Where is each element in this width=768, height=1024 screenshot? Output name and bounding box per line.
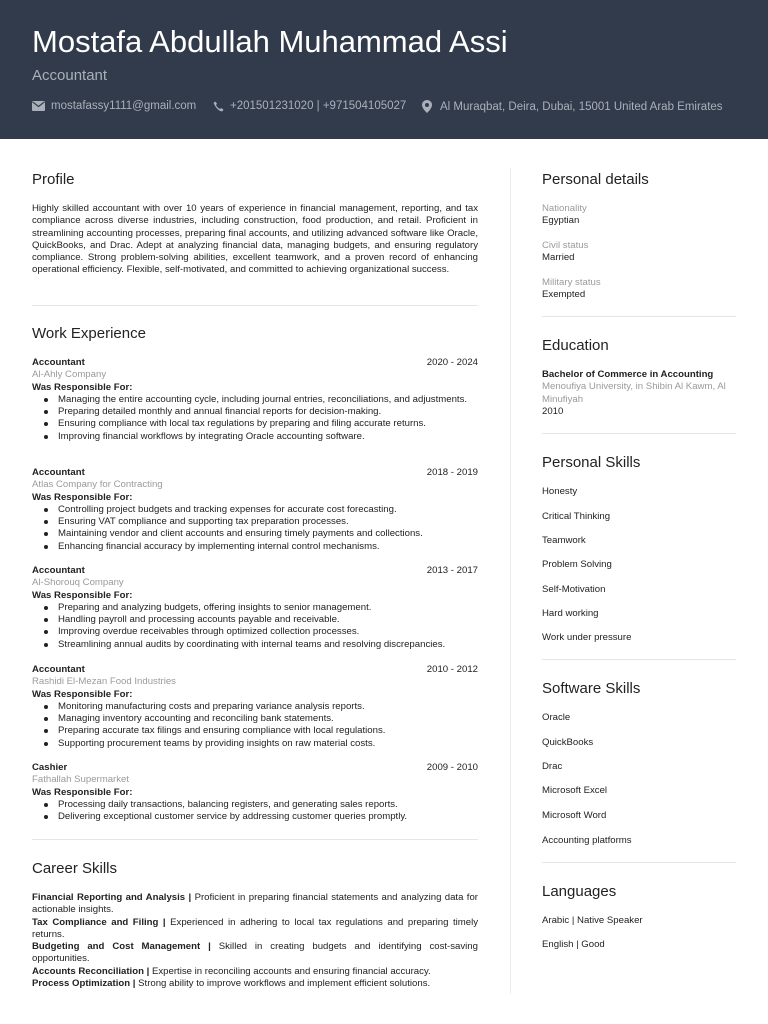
list-item: Controlling project budgets and tracking expenses for accurate cost forecasting. [58, 504, 478, 516]
school: Menoufiya University, in Shibin Al Kawm, Al Minufiyah [542, 381, 726, 405]
section-divider [32, 305, 478, 306]
responsibilities-list [32, 504, 478, 553]
list-item: Improving financial workflows by integrating Oracle accounting software. [58, 431, 478, 443]
job-company: Al-Shorouq Company [32, 577, 124, 589]
list-item: Ensuring VAT compliance and supporting tax preparation processes. [58, 516, 478, 528]
career-skill-desc: Expertise in reconciling accounts and ensuring financial accuracy. [151, 965, 431, 977]
list-item: Preparing detailed monthly and annual financial reports for decision-making. [58, 406, 478, 418]
work-experience-heading: Work Experience [32, 325, 146, 342]
section-divider [32, 839, 478, 840]
candidate-title: Accountant [32, 67, 108, 84]
career-skill-desc: Proficient in preparing financial statements and analyzing data for actionable insights. [32, 892, 478, 916]
job-entry [32, 762, 478, 823]
section-divider [542, 659, 736, 660]
responsibilities-label: Was Responsible For: [32, 589, 133, 601]
job-entry [32, 565, 478, 651]
candidate-name: Mostafa Abdullah Muhammad Assi [32, 24, 508, 59]
personal-details-heading: Personal details [542, 171, 649, 188]
column-divider [510, 168, 511, 994]
personal-skill: Critical Thinking [542, 511, 611, 522]
career-skill-item [32, 978, 478, 990]
software-skill: Microsoft Word [542, 810, 607, 821]
job-dates: 2018 - 2019 [426, 467, 478, 478]
responsibilities-list [32, 602, 478, 651]
graduation-year: 2010 [542, 405, 564, 417]
contact-phone[interactable] [213, 100, 406, 112]
language-item: Arabic | Native Speaker [542, 915, 643, 926]
section-divider [542, 862, 736, 863]
list-item: Handling payroll and processing accounts payable and receivable. [58, 614, 478, 626]
career-skill-item [32, 941, 478, 966]
responsibilities-list [32, 799, 478, 824]
software-skill: Drac [542, 761, 563, 772]
military-status-label: Military status [542, 277, 601, 288]
job-company: Atlas Company for Contracting [32, 479, 163, 491]
job-entry [32, 467, 478, 553]
software-skills-heading: Software Skills [542, 680, 641, 697]
list-item: Improving overdue receivables through optimized collection processes. [58, 626, 478, 638]
nationality-label: Nationality [542, 203, 587, 214]
job-company: Rashidi El-Mezan Food Industries [32, 676, 176, 688]
job-company: Al-Ahly Company [32, 369, 107, 381]
phone-icon [213, 101, 224, 112]
career-skill-item [32, 966, 478, 978]
education-entry [542, 369, 736, 418]
list-item: Preparing accurate tax filings and ensuring compliance with local regulations. [58, 725, 478, 737]
job-entry [32, 664, 478, 750]
profile-heading: Profile [32, 171, 75, 188]
languages-heading: Languages [542, 883, 617, 900]
list-item: Monitoring manufacturing costs and preparing variance analysis reports. [58, 701, 478, 713]
personal-skill: Work under pressure [542, 632, 632, 643]
military-status-value: Exempted [542, 289, 586, 300]
list-item: Preparing and analyzing budgets, offering insights to senior management. [58, 602, 478, 614]
job-dates: 2009 - 2010 [426, 762, 478, 773]
language-item: English | Good [542, 939, 605, 950]
job-company: Fathallah Supermarket [32, 774, 130, 786]
address-text: Al Muraqbat, Deira, Dubai, 15001 United Arab Emirates [440, 100, 723, 113]
list-item: Maintaining vendor and client accounts and ensuring timely payments and collections. [58, 528, 478, 540]
personal-skills-heading: Personal Skills [542, 454, 641, 471]
degree: Bachelor of Commerce in Accounting [542, 369, 714, 380]
personal-skill: Problem Solving [542, 559, 612, 570]
software-skill: QuickBooks [542, 737, 594, 748]
career-skill-desc: Skilled in creating budgets and identifying cost-saving opportunities. [32, 941, 478, 965]
section-divider [542, 433, 736, 434]
responsibilities-label: Was Responsible For: [32, 688, 133, 700]
career-skill-name: Tax Compliance and Filing | [32, 916, 166, 928]
list-item: Streamlining annual audits by coordinating with internal teams and resolving discrepancies. [58, 639, 478, 651]
career-skills-list [32, 892, 478, 990]
career-skills-heading: Career Skills [32, 860, 118, 877]
career-skill-desc: Experienced in adhering to local tax regulations and preparing timely returns. [32, 916, 478, 940]
list-item: Managing inventory accounting and reconciling bank statements. [58, 713, 478, 725]
software-skill: Accounting platforms [542, 835, 632, 846]
career-skill-name: Accounts Reconciliation | [32, 965, 150, 977]
career-skill-desc: Strong ability to improve workflows and implement efficient solutions. [138, 978, 431, 990]
civil-status-label: Civil status [542, 240, 589, 251]
job-title: Accountant [32, 467, 85, 478]
responsibilities-list [32, 701, 478, 750]
profile-summary: Highly skilled accountant with over 10 years of experience in financial management, reporting, and tax compliance across diverse industries, including construction, food production, and retail. Proficient in streamlining accounting processes, preparing final accounts, and utilizing advanced software like Oracle, QuickBooks, and Drac. Adept at analyzing financial data, managing budgets, and ensuring regulatory compliance. Strong problem-solving abilities, excellent teamwork, and a proven record of enhancing operational efficiency. Flexible, self-motivated, and committed to achieving organizational success. [32, 203, 478, 276]
career-skill-item [32, 917, 478, 942]
software-skill: Microsoft Excel [542, 785, 608, 796]
job-title: Accountant [32, 664, 85, 675]
section-divider [542, 316, 736, 317]
phone-text: +201501231020 | +971504105027 [230, 100, 407, 112]
civil-status-value: Married [542, 252, 575, 263]
education-heading: Education [542, 337, 609, 354]
map-pin-icon [422, 100, 432, 113]
career-skill-item [32, 892, 478, 917]
nationality-value: Egyptian [542, 215, 580, 226]
job-entry [32, 357, 478, 443]
personal-skill: Teamwork [542, 535, 586, 546]
personal-skill: Self-Motivation [542, 584, 606, 595]
career-skill-name: Budgeting and Cost Management | [32, 941, 211, 953]
job-title: Accountant [32, 357, 85, 368]
responsibilities-label: Was Responsible For: [32, 381, 133, 393]
list-item: Supporting procurement teams by providing insights on raw material costs. [58, 738, 478, 750]
contact-email[interactable] [32, 100, 196, 112]
email-text: mostafassy1111@gmail.com [51, 100, 197, 112]
envelope-icon [32, 101, 45, 111]
career-skill-name: Process Optimization | [32, 978, 136, 990]
personal-skill: Honesty [542, 486, 578, 497]
job-dates: 2010 - 2012 [426, 664, 478, 675]
contact-address [422, 100, 723, 113]
list-item: Managing the entire accounting cycle, including journal entries, reconciliations, and adjustments. [58, 394, 478, 406]
responsibilities-label: Was Responsible For: [32, 786, 133, 798]
list-item: Processing daily transactions, balancing registers, and generating sales reports. [58, 799, 478, 811]
resume-header [0, 0, 768, 139]
software-skill: Oracle [542, 712, 571, 723]
personal-skill: Hard working [542, 608, 599, 619]
job-title: Cashier [32, 762, 68, 773]
job-title: Accountant [32, 565, 85, 576]
responsibilities-list [32, 394, 478, 443]
list-item: Delivering exceptional customer service by addressing customer queries promptly. [58, 811, 478, 823]
responsibilities-label: Was Responsible For: [32, 491, 133, 503]
job-dates: 2013 - 2017 [426, 565, 478, 576]
job-dates: 2020 - 2024 [426, 357, 478, 368]
list-item: Ensuring compliance with local tax regulations by preparing and filing accurate returns. [58, 418, 478, 430]
career-skill-name: Financial Reporting and Analysis | [32, 892, 192, 903]
list-item: Enhancing financial accuracy by implementing internal control mechanisms. [58, 541, 478, 553]
